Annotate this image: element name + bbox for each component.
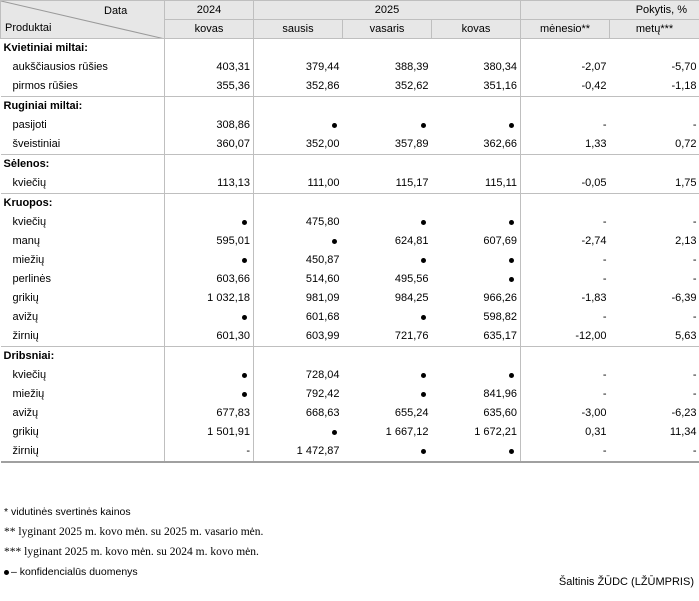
table-row <box>1 213 699 232</box>
table-row <box>1 423 699 442</box>
price-value: 1 667,12 <box>385 426 429 438</box>
section-cell <box>165 97 254 117</box>
price-value: 601,68 <box>305 311 340 323</box>
confidential-dot-icon <box>421 258 426 263</box>
section-cell <box>432 155 521 175</box>
price-value: 655,24 <box>394 407 429 419</box>
footnote: *** lyginant 2025 m. kovo mėn. su 2024 m. kovo mėn. <box>4 546 259 558</box>
price-value: 111,00 <box>307 177 340 189</box>
change-value: 1,75 <box>675 177 697 189</box>
price-value: 357,89 <box>394 138 429 150</box>
header-row-years <box>1 1 699 20</box>
change-value: -6,39 <box>671 292 697 304</box>
section-cell <box>610 155 699 175</box>
product-name: žirnių <box>1 442 165 462</box>
confidential-dot-icon <box>332 239 337 244</box>
product-name: kviečių <box>1 213 165 232</box>
table-row <box>1 232 699 251</box>
corner-header <box>1 1 165 39</box>
change-value: -1,83 <box>581 292 607 304</box>
price-value: 355,36 <box>165 77 254 97</box>
product-name: žirnių <box>1 327 165 347</box>
confidential-dot-icon <box>242 392 247 397</box>
footnote: ** lyginant 2025 m. kovo mėn. su 2025 m. vasario mėn. <box>4 526 264 538</box>
price-value: 624,81 <box>394 235 429 247</box>
confidential-dot-icon <box>242 315 247 320</box>
table-row <box>1 270 699 289</box>
change-value: -0,05 <box>581 177 607 189</box>
change-value: 5,63 <box>675 330 697 342</box>
change-value: - <box>610 442 699 462</box>
confidential-cell <box>254 116 343 135</box>
confidential-cell <box>165 251 254 270</box>
confidential-cell <box>165 366 254 385</box>
section-cell <box>165 347 254 367</box>
change-value: -6,23 <box>671 407 697 419</box>
price-value: 721,76 <box>394 330 429 342</box>
section-row <box>1 155 699 175</box>
section-cell <box>521 97 610 117</box>
change-col-year: metų*** <box>610 20 699 39</box>
section-cell <box>165 39 254 59</box>
month-col: sausis <box>254 20 343 39</box>
section-title: Kruopos: <box>1 194 165 214</box>
confidential-dot-icon <box>421 315 426 320</box>
footnote-text: – konfidencialūs duomenys <box>11 566 138 578</box>
price-value: 792,42 <box>305 388 340 400</box>
confidential-dot-icon <box>421 220 426 225</box>
table-row <box>1 442 699 462</box>
table-row <box>1 251 699 270</box>
price-value: 388,39 <box>394 61 429 73</box>
price-value: 308,86 <box>165 116 254 135</box>
month-col: kovas <box>432 20 521 39</box>
confidential-dot-icon <box>332 430 337 435</box>
product-name: šveistiniai <box>1 135 165 155</box>
change-value: - <box>602 273 607 285</box>
price-value: 1 472,87 <box>254 442 343 462</box>
confidential-cell <box>343 251 432 270</box>
month-col: vasaris <box>343 20 432 39</box>
price-value: 984,25 <box>394 292 429 304</box>
price-value: 841,96 <box>432 385 521 404</box>
table-row <box>1 385 699 404</box>
product-name: avižų <box>1 308 165 327</box>
month-col: kovas <box>165 20 254 39</box>
confidential-cell <box>165 385 254 404</box>
price-value: 514,60 <box>305 273 340 285</box>
confidential-cell <box>343 442 432 462</box>
footnote: * vidutinės svertinės kainos <box>4 506 131 518</box>
price-value: 601,30 <box>165 327 254 347</box>
section-cell <box>521 155 610 175</box>
confidential-cell <box>432 270 521 289</box>
confidential-dot-icon <box>332 123 337 128</box>
confidential-dot-icon <box>421 392 426 397</box>
section-cell <box>610 347 699 367</box>
confidential-cell <box>343 308 432 327</box>
section-cell <box>432 97 521 117</box>
price-value: - <box>165 442 254 462</box>
price-value: 966,26 <box>432 289 521 308</box>
price-value: 115,17 <box>395 177 429 189</box>
table-row <box>1 366 699 385</box>
confidential-dot-icon <box>509 277 514 282</box>
change-value: - <box>602 388 607 400</box>
change-value: -0,42 <box>581 80 607 92</box>
price-value: 495,56 <box>394 273 429 285</box>
source-note: Šaltinis ŽŪDC (LŽŪMPRIS) <box>558 576 694 588</box>
section-title: Ruginiai miltai: <box>1 97 165 117</box>
price-value: 598,82 <box>432 308 521 327</box>
change-value: - <box>692 369 697 381</box>
price-value: 603,66 <box>165 270 254 289</box>
change-value: 2,13 <box>675 235 697 247</box>
section-cell <box>343 347 432 367</box>
section-cell <box>432 347 521 367</box>
price-value: 728,04 <box>305 369 340 381</box>
change-value: 1,33 <box>585 138 607 150</box>
table-row <box>1 308 699 327</box>
section-row <box>1 97 699 117</box>
section-cell <box>521 39 610 59</box>
price-value: 603,99 <box>305 330 340 342</box>
price-value: 668,63 <box>305 407 340 419</box>
table-row <box>1 116 699 135</box>
section-row <box>1 347 699 367</box>
section-title: Dribsniai: <box>1 347 165 367</box>
change-value: - <box>602 369 607 381</box>
section-cell <box>165 155 254 175</box>
change-value: - <box>692 216 697 228</box>
change-value: - <box>692 254 697 266</box>
section-cell <box>610 194 699 214</box>
price-value: 595,01 <box>165 232 254 251</box>
price-value: 607,69 <box>432 232 521 251</box>
section-cell <box>610 97 699 117</box>
price-value: 677,83 <box>165 404 254 423</box>
change-value: -3,00 <box>581 407 607 419</box>
change-value: - <box>602 119 607 131</box>
section-cell <box>521 194 610 214</box>
table-row <box>1 77 699 97</box>
confidential-dot-icon <box>242 220 247 225</box>
confidential-dot-icon <box>421 373 426 378</box>
change-value: 0,72 <box>675 138 697 150</box>
price-value: 403,31 <box>165 58 254 77</box>
section-cell <box>254 39 343 59</box>
product-name: perlinės <box>1 270 165 289</box>
section-cell <box>432 194 521 214</box>
section-cell <box>343 97 432 117</box>
price-value: 352,62 <box>394 80 429 92</box>
year-2025: 2025 <box>254 1 521 20</box>
price-value: 115,11 <box>432 174 521 194</box>
product-name: avižų <box>1 404 165 423</box>
confidential-cell <box>432 442 521 462</box>
confidential-cell <box>432 251 521 270</box>
product-name: pasijoti <box>1 116 165 135</box>
table-row <box>1 327 699 347</box>
confidential-cell <box>254 423 343 442</box>
confidential-cell <box>432 213 521 232</box>
section-cell <box>165 194 254 214</box>
change-value: - <box>692 311 697 323</box>
change-value: -5,70 <box>671 61 697 73</box>
change-value: 0,31 <box>585 426 607 438</box>
price-value: 113,13 <box>165 174 254 194</box>
confidential-cell <box>343 116 432 135</box>
produktai-label: Produktai <box>5 22 52 34</box>
change-value: -2,74 <box>581 235 607 247</box>
change-value: - <box>692 388 697 400</box>
product-name: aukščiausios rūšies <box>1 58 165 77</box>
confidential-dot-icon <box>509 373 514 378</box>
price-value: 362,66 <box>432 135 521 155</box>
footnotes <box>4 502 263 582</box>
change-value: -12,00 <box>575 330 607 342</box>
confidential-dot-icon <box>242 258 247 263</box>
price-value: 981,09 <box>305 292 340 304</box>
footnote-confidential <box>4 562 263 582</box>
confidential-cell <box>343 213 432 232</box>
change-value: 11,34 <box>669 426 697 438</box>
price-value: 1 672,21 <box>432 423 521 442</box>
section-cell <box>343 39 432 59</box>
confidential-cell <box>254 232 343 251</box>
price-value: 1 032,18 <box>165 289 254 308</box>
change-value: - <box>692 273 697 285</box>
product-name: miežių <box>1 251 165 270</box>
price-value: 450,87 <box>305 254 340 266</box>
section-cell <box>254 97 343 117</box>
price-value: 635,60 <box>432 404 521 423</box>
section-row <box>1 39 699 59</box>
price-value: 379,44 <box>305 61 340 73</box>
confidential-dot-icon <box>4 570 9 575</box>
change-value: - <box>692 119 697 131</box>
product-name: kviečių <box>1 366 165 385</box>
data-label: Data <box>104 5 128 17</box>
confidential-dot-icon <box>509 258 514 263</box>
section-row <box>1 194 699 214</box>
price-value: 475,80 <box>305 216 340 228</box>
section-cell <box>343 194 432 214</box>
confidential-cell <box>432 116 521 135</box>
change-value: -2,07 <box>581 61 607 73</box>
year-2024: 2024 <box>165 1 254 20</box>
product-name: grikių <box>1 289 165 308</box>
confidential-dot-icon <box>509 220 514 225</box>
product-name: kviečių <box>1 174 165 194</box>
confidential-dot-icon <box>242 373 247 378</box>
product-name: pirmos rūšies <box>1 77 165 97</box>
change-value: - <box>602 311 607 323</box>
section-cell <box>254 194 343 214</box>
price-value: 351,16 <box>432 77 521 97</box>
product-name: miežių <box>1 385 165 404</box>
confidential-dot-icon <box>421 449 426 454</box>
confidential-cell <box>165 213 254 232</box>
confidential-dot-icon <box>421 123 426 128</box>
section-cell <box>254 155 343 175</box>
price-value: 1 501,91 <box>165 423 254 442</box>
change-value: - <box>521 442 610 462</box>
change-value: -1,18 <box>671 80 697 92</box>
confidential-cell <box>343 385 432 404</box>
section-cell <box>254 347 343 367</box>
table-row <box>1 404 699 423</box>
confidential-cell <box>432 366 521 385</box>
product-name: grikių <box>1 423 165 442</box>
price-value: 380,34 <box>432 58 521 77</box>
change-col-month: mėnesio** <box>521 20 610 39</box>
change-value: - <box>602 216 607 228</box>
confidential-cell <box>343 366 432 385</box>
product-name: manų <box>1 232 165 251</box>
change-header: Pokytis, % <box>521 1 699 20</box>
section-cell <box>521 347 610 367</box>
section-cell <box>343 155 432 175</box>
table-row <box>1 135 699 155</box>
price-value: 352,86 <box>305 80 340 92</box>
confidential-dot-icon <box>509 123 514 128</box>
price-value: 360,07 <box>165 135 254 155</box>
confidential-dot-icon <box>509 449 514 454</box>
section-cell <box>432 39 521 59</box>
price-value: 635,17 <box>432 327 521 347</box>
section-cell <box>610 39 699 59</box>
change-value: - <box>602 254 607 266</box>
table-row <box>1 289 699 308</box>
table-row <box>1 58 699 77</box>
confidential-cell <box>165 308 254 327</box>
table-row <box>1 174 699 194</box>
section-title: Sėlenos: <box>1 155 165 175</box>
section-title: Kvietiniai miltai: <box>1 39 165 59</box>
price-value: 352,00 <box>305 138 340 150</box>
